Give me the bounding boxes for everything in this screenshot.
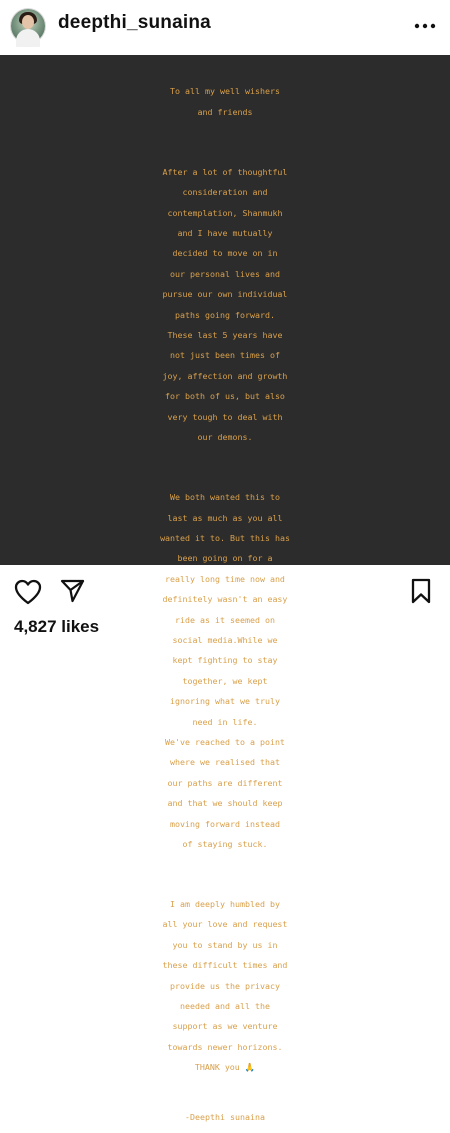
note-line: and I have mutually	[177, 228, 273, 239]
note-line: joy, affection and growth	[162, 370, 288, 381]
share-icon[interactable]	[60, 578, 85, 604]
note-line: and that we should keep	[167, 798, 283, 809]
note-line: These last 5 years have	[167, 330, 283, 341]
note-line: social media.While we	[172, 634, 278, 645]
heart-icon[interactable]	[14, 579, 42, 605]
note-line: been going on for a	[177, 553, 273, 564]
note-line: where we realised that	[170, 757, 280, 768]
likes-count[interactable]: 4,827 likes	[14, 617, 100, 636]
avatar[interactable]	[11, 9, 45, 43]
note-line: decided to move on in	[172, 248, 278, 259]
note-line: THANK you 🙏	[194, 1062, 256, 1073]
note-line: really long time now and	[165, 573, 285, 584]
note-line: our personal lives and	[170, 268, 280, 279]
note-paragraph-3	[130, 482, 320, 860]
note-line: wanted it to. But this has	[160, 532, 290, 543]
note-line: of staying stuck.	[182, 839, 268, 850]
note-line: I am deeply humbled by	[170, 899, 280, 910]
note-line: need in life.	[192, 716, 258, 727]
more-options-icon[interactable]	[414, 18, 436, 34]
note-line: last as much as you all	[167, 512, 283, 523]
note-paragraph-4	[130, 889, 320, 1083]
note-line: for both of us, but also	[165, 391, 285, 402]
note-line: ride as it seemed on	[175, 614, 275, 625]
note-line: contemplation, Shanmukh	[167, 207, 283, 218]
note-line: definitely wasn't an easy	[162, 594, 288, 605]
note-line: moving forward instead	[170, 818, 280, 829]
note-line: needed and all the	[180, 1001, 270, 1012]
bookmark-icon[interactable]	[410, 578, 432, 604]
note-line: consideration and	[182, 187, 268, 198]
note-line: not just been times of	[170, 350, 280, 361]
post-header	[0, 0, 450, 52]
note-paragraph-1	[130, 76, 320, 127]
note-line: our demons.	[197, 432, 253, 443]
avatar-face-shape	[22, 15, 34, 29]
note-line: and friends	[197, 106, 253, 117]
note-line: We've reached to a point	[165, 737, 285, 747]
note-line: paths going forward.	[175, 309, 275, 320]
username[interactable]: deepthi_sunaina	[58, 12, 211, 33]
note-line: provide us the privacy	[170, 980, 280, 991]
note-line: To all my well wishers	[170, 86, 280, 97]
post-actions-bar	[0, 566, 450, 616]
note-line: towards newer horizons.	[167, 1041, 283, 1052]
note-line: After a lot of thoughtful	[162, 166, 288, 177]
note-line: We both wanted this to	[170, 492, 280, 503]
avatar-body-shape	[16, 29, 40, 47]
note-line: support as we venture	[172, 1021, 278, 1032]
note-line: all your love and request	[162, 919, 288, 930]
note-signature: -Deepthi sunaina	[185, 1112, 265, 1123]
note-paragraph-2	[130, 157, 320, 453]
note-line: kept fighting to stay	[172, 655, 278, 666]
note-line: you to stand by us in	[172, 939, 278, 950]
note-line: these difficult times and	[162, 960, 288, 971]
note-line: ignoring what we truly	[170, 696, 280, 707]
note-line: pursue our own individual	[162, 289, 288, 300]
note-line: very tough to deal with	[167, 411, 283, 422]
note-line: together, we kept	[182, 675, 268, 686]
note-line: our paths are different	[167, 777, 283, 788]
